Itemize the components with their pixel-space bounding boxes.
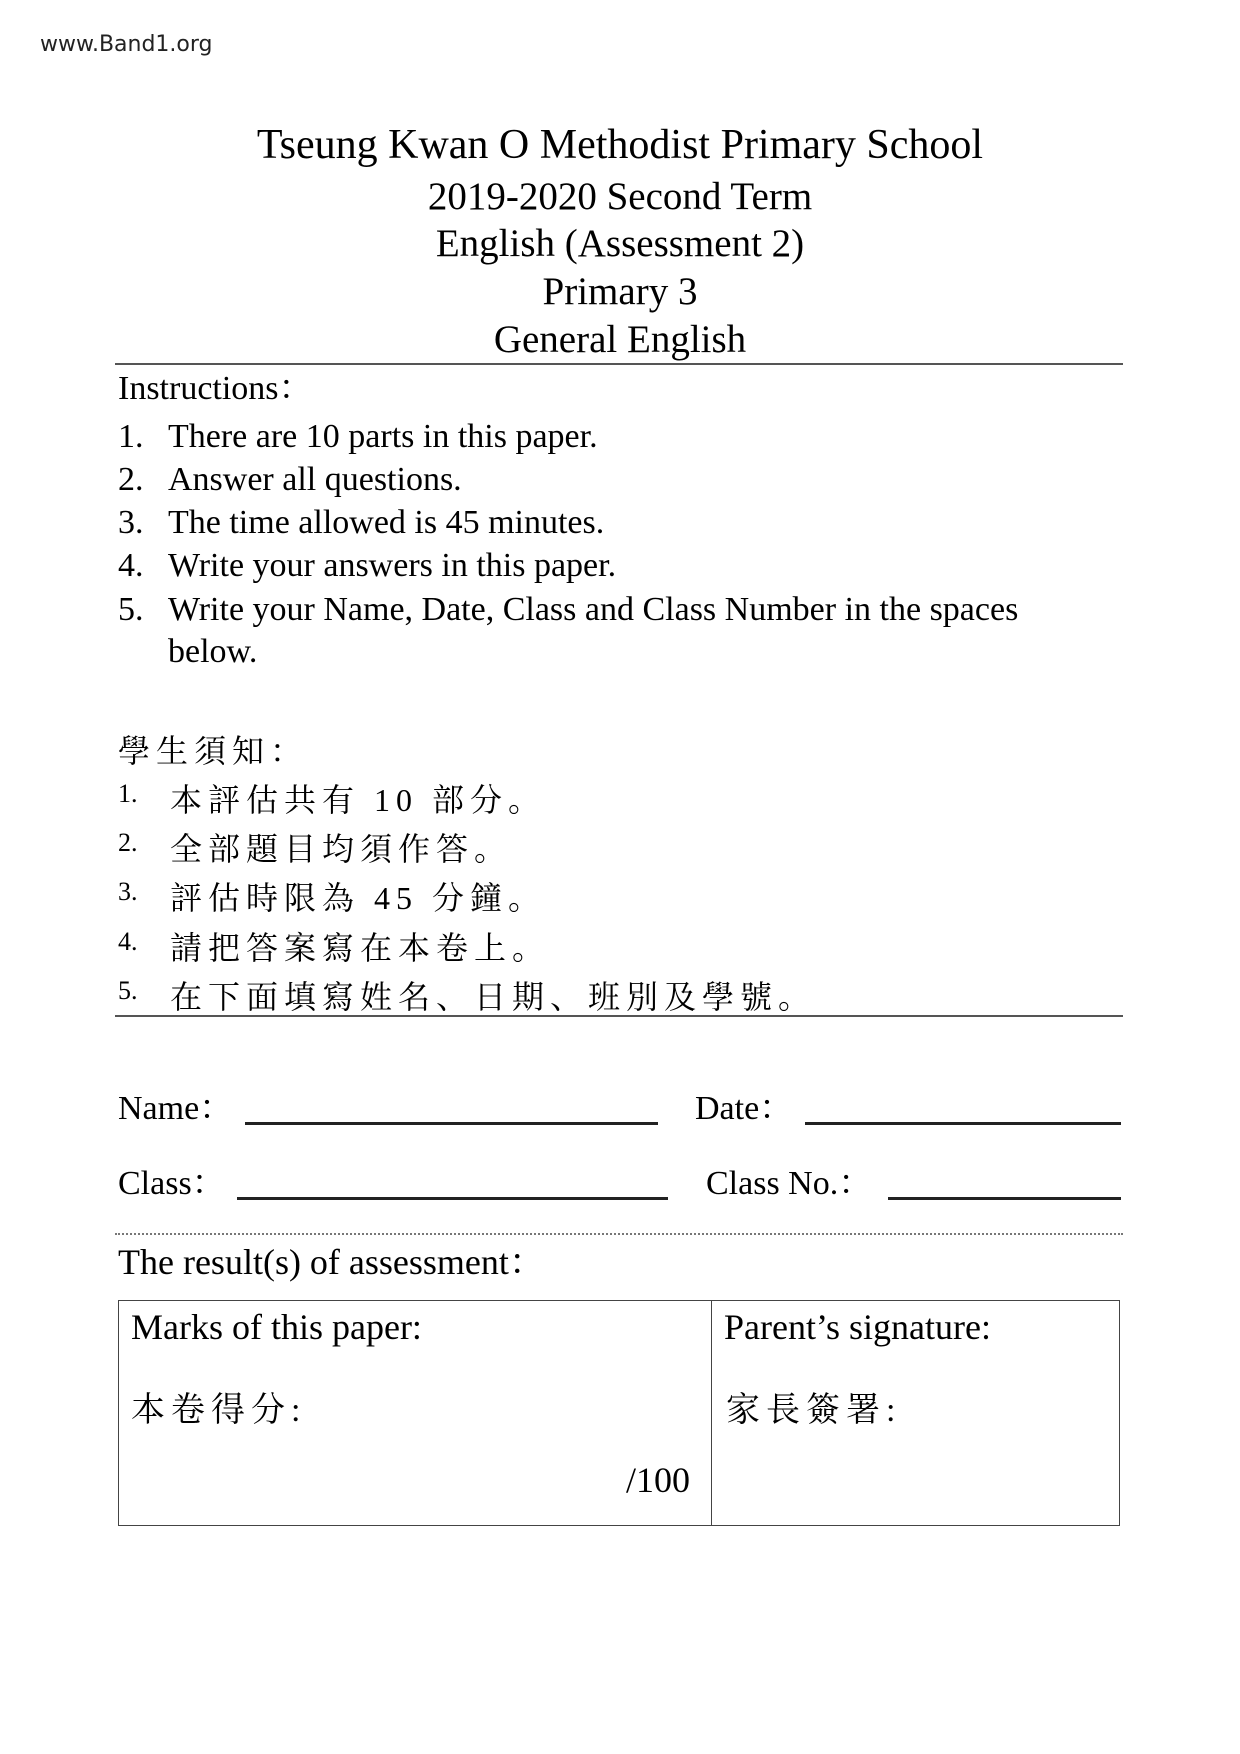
divider	[115, 1015, 1123, 1017]
class-no-label: Class No.：	[706, 1165, 873, 1202]
level: Primary 3	[542, 270, 698, 313]
instructions-heading: Instructions：	[118, 370, 313, 407]
list-item-text: 在下面填寫姓名、日期、班別及學號。	[170, 979, 817, 1015]
result-heading: The result(s) of assessment：	[118, 1242, 545, 1282]
list-item: 1.	[118, 779, 138, 808]
list-item-text: There are 10 parts in this paper.	[168, 418, 598, 455]
list-item-text: 評估時限為 45 分鐘。	[170, 880, 547, 916]
paper-title: General English	[493, 318, 747, 361]
signature-label-zh: 家長簽署:	[726, 1392, 902, 1429]
marks-input-area[interactable]	[131, 1440, 611, 1510]
list-item: 4.	[118, 927, 138, 956]
marks-total: /100	[626, 1460, 691, 1500]
name-label: Name：	[118, 1090, 234, 1127]
list-item: 2.	[118, 828, 138, 857]
dotted-divider	[115, 1233, 1123, 1235]
divider	[115, 363, 1123, 365]
instructions-zh-heading: 學生須知：	[118, 733, 309, 769]
list-item: 3.	[118, 877, 138, 906]
list-item: 2.	[118, 461, 144, 498]
list-item: 1.	[118, 418, 144, 455]
watermark: www.Band1.org	[40, 32, 213, 57]
list-item: 3.	[118, 504, 144, 541]
list-item-text: 本評估共有 10 部分。	[170, 782, 547, 818]
date-field[interactable]	[805, 1122, 1121, 1125]
list-item: 4.	[118, 547, 144, 584]
list-item-text: 請把答案寫在本卷上。	[170, 930, 551, 966]
class-label: Class：	[118, 1165, 226, 1202]
class-no-field[interactable]	[888, 1197, 1121, 1200]
list-item-text-continued: below.	[168, 633, 258, 670]
list-item-text: 全部題目均須作答。	[170, 831, 513, 867]
class-field[interactable]	[237, 1197, 668, 1200]
signature-area[interactable]	[724, 1440, 1104, 1510]
list-item-text: Write your answers in this paper.	[168, 547, 617, 584]
marks-label: Marks of this paper:	[131, 1307, 422, 1347]
name-field[interactable]	[245, 1122, 658, 1125]
list-item-text: Write your Name, Date, Class and Class Number in the spaces	[168, 591, 1019, 628]
term: 2019-2020 Second Term	[427, 175, 813, 218]
marks-label-zh: 本卷得分:	[131, 1392, 307, 1429]
list-item-text: The time allowed is 45 minutes.	[168, 504, 605, 541]
school-name: Tseung Kwan O Methodist Primary School	[256, 122, 984, 168]
subject: English (Assessment 2)	[435, 222, 805, 265]
table-divider	[711, 1300, 712, 1526]
date-label: Date：	[695, 1090, 794, 1127]
list-item: 5.	[118, 591, 144, 628]
signature-label: Parent’s signature:	[724, 1307, 991, 1347]
list-item: 5.	[118, 976, 138, 1005]
list-item-text: Answer all questions.	[168, 461, 462, 498]
